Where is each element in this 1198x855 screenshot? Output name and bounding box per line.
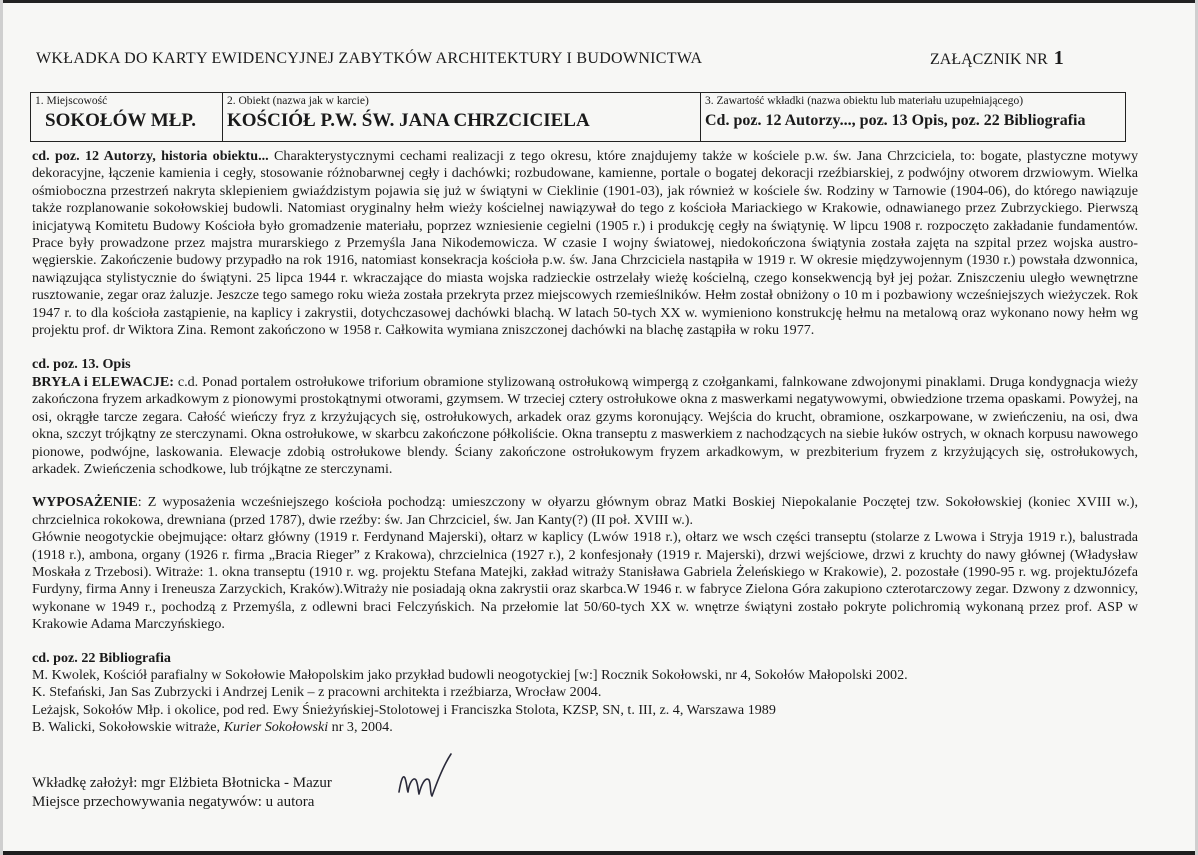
description-heading-text: cd. poz. 13. Opis xyxy=(32,356,131,373)
furnishings-section xyxy=(32,494,1138,529)
bibliography-entry-text-end: nr 3, 2004. xyxy=(328,719,393,736)
header-fields xyxy=(30,92,1126,142)
document-body xyxy=(32,148,1138,737)
bibliography-entry-text: B. Walicki, Sokołowskie witraże, xyxy=(32,719,224,736)
bibliography-entry: M. Kwolek, Kościół parafialny w Sokołowie Małopolskim jako przykład budowli neogotyckiej [w:] Rocznik Sokołowski, nr 4, Sokołów Małopolski 2002. xyxy=(32,666,908,683)
negatives-line: Miejsce przechowywania negatywów: u autora xyxy=(32,794,315,810)
scan-edge-left xyxy=(0,0,3,855)
locality-label: 1. Miejscowość xyxy=(35,95,108,107)
furnishings-heading: WYPOSAŻENIE xyxy=(32,494,138,511)
massing-prefix: c.d. xyxy=(177,373,199,390)
contents-value: Cd. poz. 12 Autorzy..., poz. 13 Opis, poz. 22 Bibliografia xyxy=(705,112,1086,129)
bibliography-heading-text: cd. poz. 22 Bibliografia xyxy=(32,649,171,666)
object-label: 2. Obiekt (nazwa jak w karcie) xyxy=(227,95,369,107)
attachment-label: ZAŁĄCZNIK NR xyxy=(930,51,1048,68)
authors-text: Charakterystycznymi cechami realizacji z tego okresu, które znajdujemy także w kościele p.w. św. Jana Chrzciciela, to: bogate, plastyczne motywy dekoracyjne, łączenie kamienia i cegły, stosowanie różnobarwnej cegły i dachówki; rozbudowane, kamienne, portale o bogatej dekoracji rzeźbiarskiej, z podwójny otworem drzwiowym. Wielka ośmioboczna przestrzeń nakryta sklepieniem gwiaździstym pojawia się już w świątyni w Cieklinie (1901-03), jak również w kościele św. Rodziny w Tarnowie (1904-06), do którego nawiązuje także rozplanowanie sokołowskiej budowli. Natomiast oryginalny hełm wieży kościelnej nawiązywał do tego z kościoła Mariackiego w Krakowie, odnawianego przez Zubrzyckiego. Pierwszą inicjatywą Komitetu Budowy Kościoła było gromadzenie materiału, poprzez wzniesienie cegielni (1905 r.) i produkcję cegły na świątynię. W lipcu 1908 r. rozpoczęto zakładanie fundamentów. Prace były prowadzone przez majstra murarskiego z Przemyśla Jana Nikodemowicza. W czasie I wojny światowej, niedokończona świątynia została zajęta na szpital przez wojska austro-węgierskie. Zakończenie budowy przypadło na rok 1916, natomiast konsekracja kościoła p.w. św. Jana Chrzciciela nastąpiła w 1919 r. W okresie międzywojennym (1930 r.) powstała dzwonnica, nawiązująca stylistycznie do świątyni. 25 lipca 1944 r. wkraczające do miasta wojska radzieckie ostrzelały wieżę kościelną, czego konsekwencją był jej pożar. Zniszczeniu uległo wewnętrzne rusztowanie, zegar oraz żaluzje. Jeszcze tego samego roku wieża została przekryta przez miejscowych rzemieślników. Hełm został obniżony o 10 m i pozbawiony wcześniejszych wieżyczek. Rok 1947 r. to dla kościoła zastąpienie, na kaplicy i zakrystii, dotychczasowej dachówki blachą. W latach 50-tych XX w. wymieniono konstrukcję hełmu na metalową oraz wykonano nowy hełm wg projektu prof. dr Wiktora Zina. Remont zakończono w 1958 r. Całkowita wymiana zniszczonej dachówki na blachę zastąpiła w roku 1977. xyxy=(32,148,1139,339)
bibliography-entry xyxy=(32,719,1138,736)
massing-section xyxy=(32,374,1138,478)
bibliography-entry-journal: Kurier Sokołowski xyxy=(223,719,329,736)
bibliography-entry: Leżajsk, Sokołów Młp. i okolice, pod red. Ewy Śnieżyńskiej-Stolotowej i Franciszka Stolota, KZSP, SN, t. III, z. 4, Warszawa 1989 xyxy=(32,701,776,718)
furnishings-text-2: Głównie neogotyckie obejmujące: ołtarz główny (1919 r. Ferdynand Majerski), ołtarz w kaplicy (Lwów 1918 r.), ołtarz we wsch części transeptu (stolarze z Lwowa i Stryja 1919 r.), balustrada (1918 r.), ambona, organy (1926 r. firma „Bracia Rieger” z Krakowa), chrzcielnica (1927 r.), 2 konfesjonały (1919 r. Majerski), drzwi wejściowe, drzwi z kruchty do nawy głównej (Władysław Moskała z Trzebosi). Witraże: 1. okna transeptu (1910 r. wg. projektu Stefana Matejki, zakład witraży Stanisława Gabriela Żeleńskiego w Krakowie), 2. pozostałe (1990-95 r. wg. projektuJózefa Furdyny, firma Anny i Ireneusza Zarzyckich, Kraków).Witraży nie posiadają okna zakrystii oraz skarbca.W 1946 r. w fabryce Zielona Góra zakupiono czterotarczowy zegar. Dzwony z dzwonnicy, wykonane w 1949 r., pochodzą z Przemyśla, z odlewni braci Felczyńskich. Na przełomie lat 50/60-tych XX w. wnętrze świątyni zostało pokryte polichromią wykonaną przez prof. ASP w Krakowie Adama Marczyńskiego. xyxy=(32,529,1138,633)
description-heading xyxy=(32,356,1138,373)
massing-text: Ponad portalem ostrołukowe triforium obramione stylizowaną ostrołukową wimpergą z czołgankami, falnkowane zdwojonymi pinaklami. Druga kondygnacja wieży zakończona fryzem arkadkowym z pionowymi prostokątnymi otworami, gzymsem. W trzeciej cztery ostrołukowe okna z maswerkami negatywowymi, obwiedzione trzema opaskami. Powyżej, na osi, okrągłe tarcze zegara. Całość wieńczy fryz z krzyżujących się, ostrołukowych, arkadek oraz gzyms koronujący. Wejścia do krucht, obramione, oszkarpowane, w zwieńczeniu, na osi, dwa okna, szczyt trójkątny ze sterczynami. Okna ostrołukowe, w skarbcu zakończone półkoliście. Okna transeptu z maswerkiem z nachodzących na siebie łuków ostrych, w oknach korpusu nawowego pionowe, podwójne, laskowania. Elewacje zdobią ostrołukowe blendy. Ściany zakończone ostrołukowym fryzem arkadkowym, w prezbiterium fryzem z krzyżujących się, ostrołukowych, arkadek. Zwieńczenia schodkowe, lub trójkątne ze sterczynami. xyxy=(32,373,1138,477)
authors-heading: cd. poz. 12 Autorzy, historia obiektu... xyxy=(32,148,269,164)
footer xyxy=(32,774,332,812)
bibliography-heading xyxy=(32,650,1138,667)
contents-field xyxy=(701,93,1125,141)
document-title: WKŁADKA DO KARTY EWIDENCYJNEJ ZABYTKÓW ARCHITEKTURY I BUDOWNICTWA xyxy=(36,50,703,67)
locality-value: SOKOŁÓW MŁP. xyxy=(45,110,196,131)
bibliography-entry: K. Stefański, Jan Sas Zubrzycki i Andrzej Lenik – z pracowni architekta i rzeźbiarza, Wrocław 2004. xyxy=(32,684,602,701)
contents-label: 3. Zawartość wkładki (nazwa obiektu lub materiału uzupełniającego) xyxy=(705,95,1024,107)
handwritten-signature xyxy=(395,750,465,810)
attachment-value: 1 xyxy=(1053,47,1064,69)
attachment-number xyxy=(930,47,1064,70)
furnishings-text-1: : Z wyposażenia wcześniejszego kościoła pochodzą: umieszczony w ołyarzu głównym obraz Matki Boskiej Niepokalanie Poczętej tzw. Sokołowskiej (koniec XVIII w.), chrzcielnica rokokowa, drewniana (przed 1787), dwie rzeźby: św. Jan Chrzciciel, św. Jan Kanty(?) (II poł. XVIII w.). xyxy=(32,494,1138,528)
locality-field xyxy=(31,93,223,141)
scan-edge-bottom xyxy=(0,851,1198,855)
scan-edge-top xyxy=(0,0,1198,3)
authors-section xyxy=(32,148,1138,339)
massing-heading: BRYŁA i ELEWACJE: xyxy=(32,373,174,390)
author-line: Wkładkę założył: mgr Elżbieta Błotnicka - Mazur xyxy=(32,775,332,791)
object-value: KOŚCIÓŁ P.W. ŚW. JANA CHRZCICIELA xyxy=(227,110,590,131)
object-field xyxy=(223,93,701,141)
